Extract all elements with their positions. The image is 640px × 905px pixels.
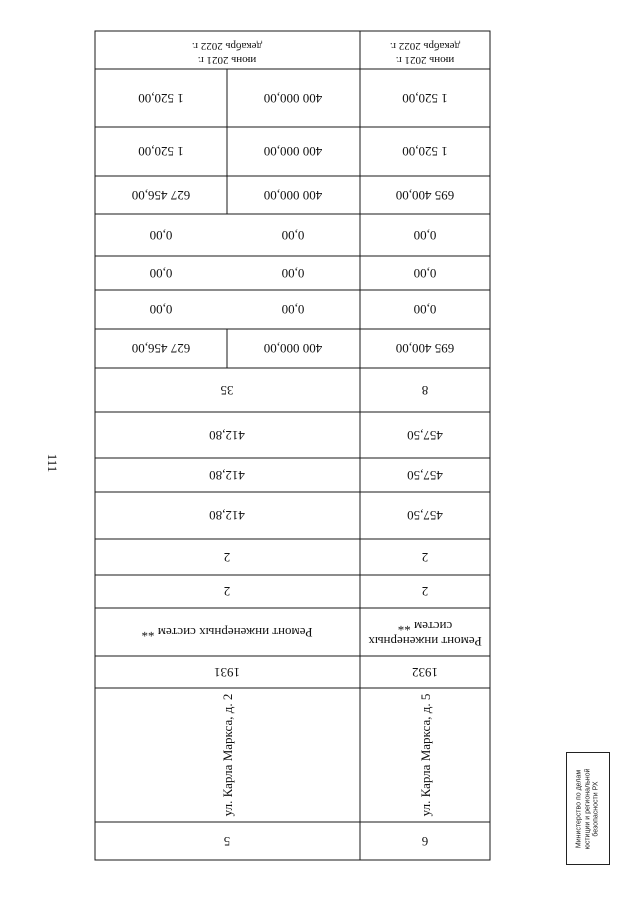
cell-subtotal-b: 400 000,00 <box>263 341 323 356</box>
header-period-start: июнь 2021 г. <box>395 54 455 66</box>
header-period-start: июнь 2021 г. <box>197 54 257 66</box>
cell-area: 457,50 <box>407 468 443 483</box>
registration-stamp <box>566 752 610 865</box>
cell-zero: 0,00 <box>149 266 173 281</box>
cell-zero: 0,00 <box>413 266 437 281</box>
cell-area: 412,80 <box>209 508 245 523</box>
cell-year: 1932 <box>412 665 438 680</box>
cell-area: 412,80 <box>209 428 245 443</box>
cell-work-type: Ремонт инженерных систем ** <box>141 625 313 640</box>
cell-row-number: 6 <box>421 834 429 849</box>
cell-zero: 0,00 <box>413 302 437 317</box>
cell-count: 2 <box>421 550 429 565</box>
cell-unit-b2: 400 000,00 <box>263 144 323 159</box>
cell-address: ул. Карла Маркса, д. 5 <box>418 693 433 817</box>
cell-zero: 0,00 <box>149 228 173 243</box>
cell-total-a: 627 456,00 <box>131 188 191 203</box>
cell-subtotal-a: 627 456,00 <box>131 341 191 356</box>
cell-work-type-line2: систем ** <box>397 619 453 634</box>
cell-area: 457,50 <box>407 508 443 523</box>
cell-count: 2 <box>223 550 231 565</box>
cell-residents: 35 <box>220 383 234 398</box>
cell-total: 695 400,00 <box>395 188 455 203</box>
cell-count: 2 <box>421 584 429 599</box>
cell-unit-1: 1 520,00 <box>402 91 448 106</box>
cell-address: ул. Карла Маркса, д. 2 <box>220 693 235 817</box>
header-period-end: декабрь 2022 г. <box>389 40 461 52</box>
cell-area: 412,80 <box>209 468 245 483</box>
cell-zero: 0,00 <box>149 302 173 317</box>
cell-area: 457,50 <box>407 428 443 443</box>
cell-unit-a1: 1 520,00 <box>138 91 184 106</box>
header-period-end: декабрь 2022 г. <box>191 40 263 52</box>
page-number: 111 <box>45 453 60 473</box>
cell-zero: 0,00 <box>281 228 305 243</box>
cell-zero: 0,00 <box>413 228 437 243</box>
cell-zero: 0,00 <box>281 302 305 317</box>
cell-zero: 0,00 <box>281 266 305 281</box>
cell-unit-b1: 400 000,00 <box>263 91 323 106</box>
cell-residents: 8 <box>421 383 429 398</box>
cell-unit-a2: 1 520,00 <box>138 144 184 159</box>
cell-year: 1931 <box>214 665 240 680</box>
cell-total-b: 400 000,00 <box>263 188 323 203</box>
cell-work-type-line1: Ремонт инженерных <box>368 634 482 649</box>
cell-count: 2 <box>223 584 231 599</box>
cell-subtotal: 695 400,00 <box>395 341 455 356</box>
cell-unit-2: 1 520,00 <box>402 144 448 159</box>
cell-row-number: 5 <box>223 834 231 849</box>
stamp-text: Министерство по делам юстиции и региональной безопасности РХ <box>575 768 600 849</box>
